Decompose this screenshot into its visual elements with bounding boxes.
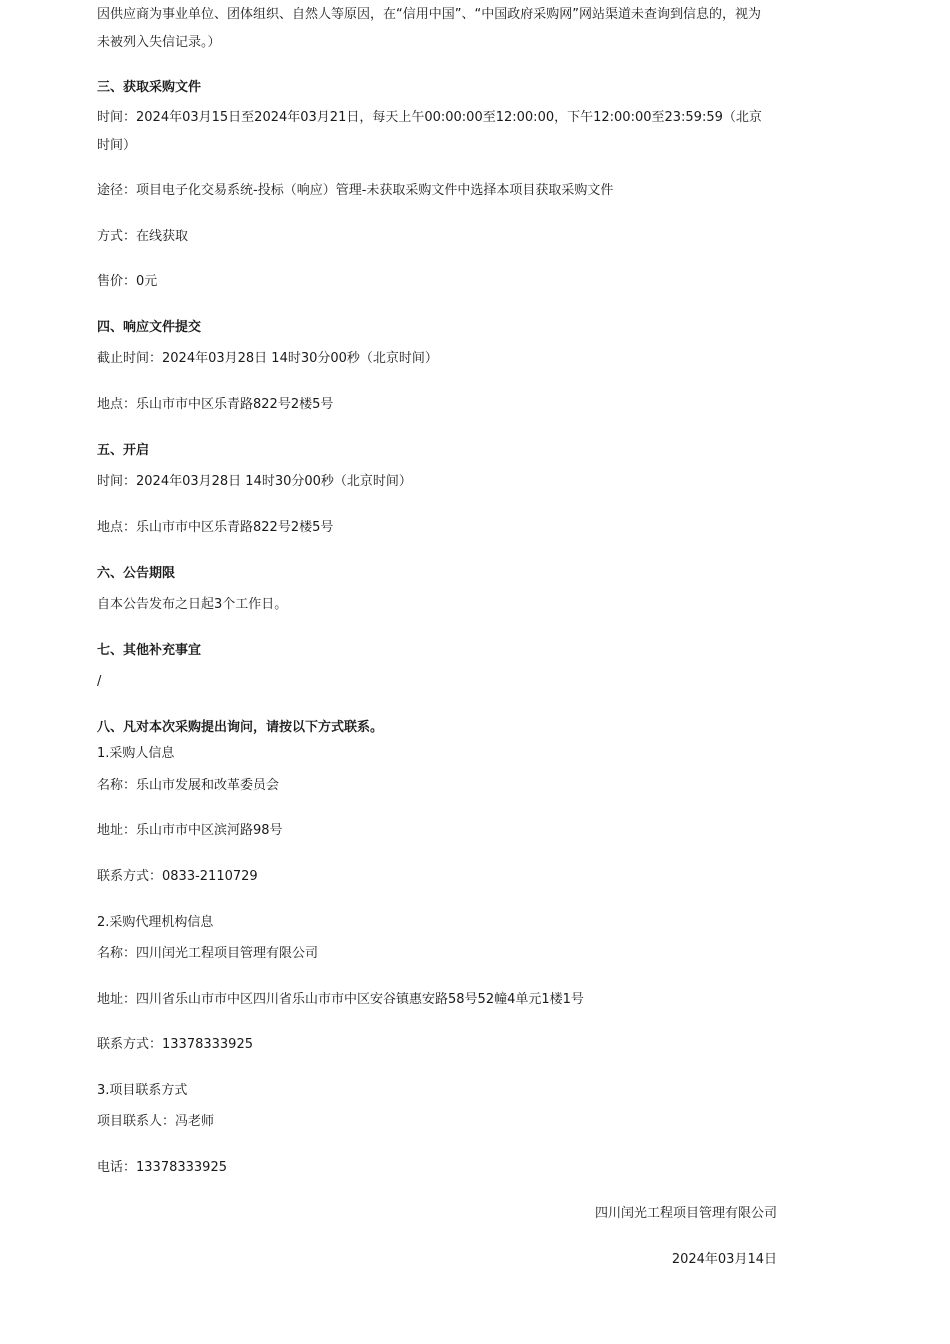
project-contact-phone: 电话：13378333925	[97, 1160, 227, 1175]
obtain-time: 时间：2024年03月15日至2024年03月21日，每天上午00:00:00至12:00:00，下午12:00:00至23:59:59（北京时间）	[97, 110, 762, 153]
section-heading-opening: 五、开启	[97, 443, 150, 458]
obtain-route: 途径：项目电子化交易系统-投标（响应）管理-未获取采购文件中选择本项目获取采购文件	[97, 183, 614, 198]
section-heading-notice-period: 六、公告期限	[97, 566, 176, 581]
project-contact-title: 3.项目联系方式	[97, 1083, 188, 1098]
section-heading-submission: 四、响应文件提交	[97, 320, 202, 335]
project-contact-person: 项目联系人：冯老师	[97, 1114, 215, 1129]
obtain-price: 售价：0元	[97, 274, 158, 289]
section-heading-contact: 八、凡对本次采购提出询问，请按以下方式联系。	[97, 720, 384, 735]
agency-contact: 联系方式：13378333925	[97, 1037, 253, 1052]
footer-date: 2024年03月14日	[671, 1252, 777, 1267]
opening-time: 时间：2024年03月28日 14时30分00秒（北京时间）	[97, 474, 412, 489]
agency-address: 地址：四川省乐山市市中区四川省乐山市市中区安谷镇惠安路58号52幢4单元1楼1号	[97, 992, 584, 1007]
purchaser-title: 1.采购人信息	[97, 746, 175, 761]
purchaser-name: 名称：乐山市发展和改革委员会	[97, 778, 280, 793]
purchaser-contact: 联系方式：0833-2110729	[97, 869, 258, 884]
obtain-method: 方式：在线获取	[97, 229, 189, 244]
section-heading-obtain-documents: 三、获取采购文件	[97, 80, 202, 95]
agency-name: 名称：四川闰光工程项目管理有限公司	[97, 946, 319, 961]
agency-title: 2.采购代理机构信息	[97, 915, 214, 930]
opening-location: 地点：乐山市市中区乐青路822号2楼5号	[97, 520, 334, 535]
notice-period-text: 自本公告发布之日起3个工作日。	[97, 597, 288, 612]
submission-location: 地点：乐山市市中区乐青路822号2楼5号	[97, 397, 334, 412]
section-heading-other-matters: 七、其他补充事宜	[97, 643, 202, 658]
other-matters-text: /	[97, 674, 102, 689]
submission-deadline: 截止时间：2024年03月28日 14时30分00秒（北京时间）	[97, 351, 438, 366]
purchaser-address: 地址：乐山市市中区滨河路98号	[97, 823, 283, 838]
intro-paragraph: 因供应商为事业单位、团体组织、自然人等原因，在“信用中国”、“中国政府采购网”网站渠道未查询到信息的，视为未被列入失信记录。）	[97, 7, 761, 50]
footer-company: 四川闰光工程项目管理有限公司	[594, 1206, 777, 1221]
